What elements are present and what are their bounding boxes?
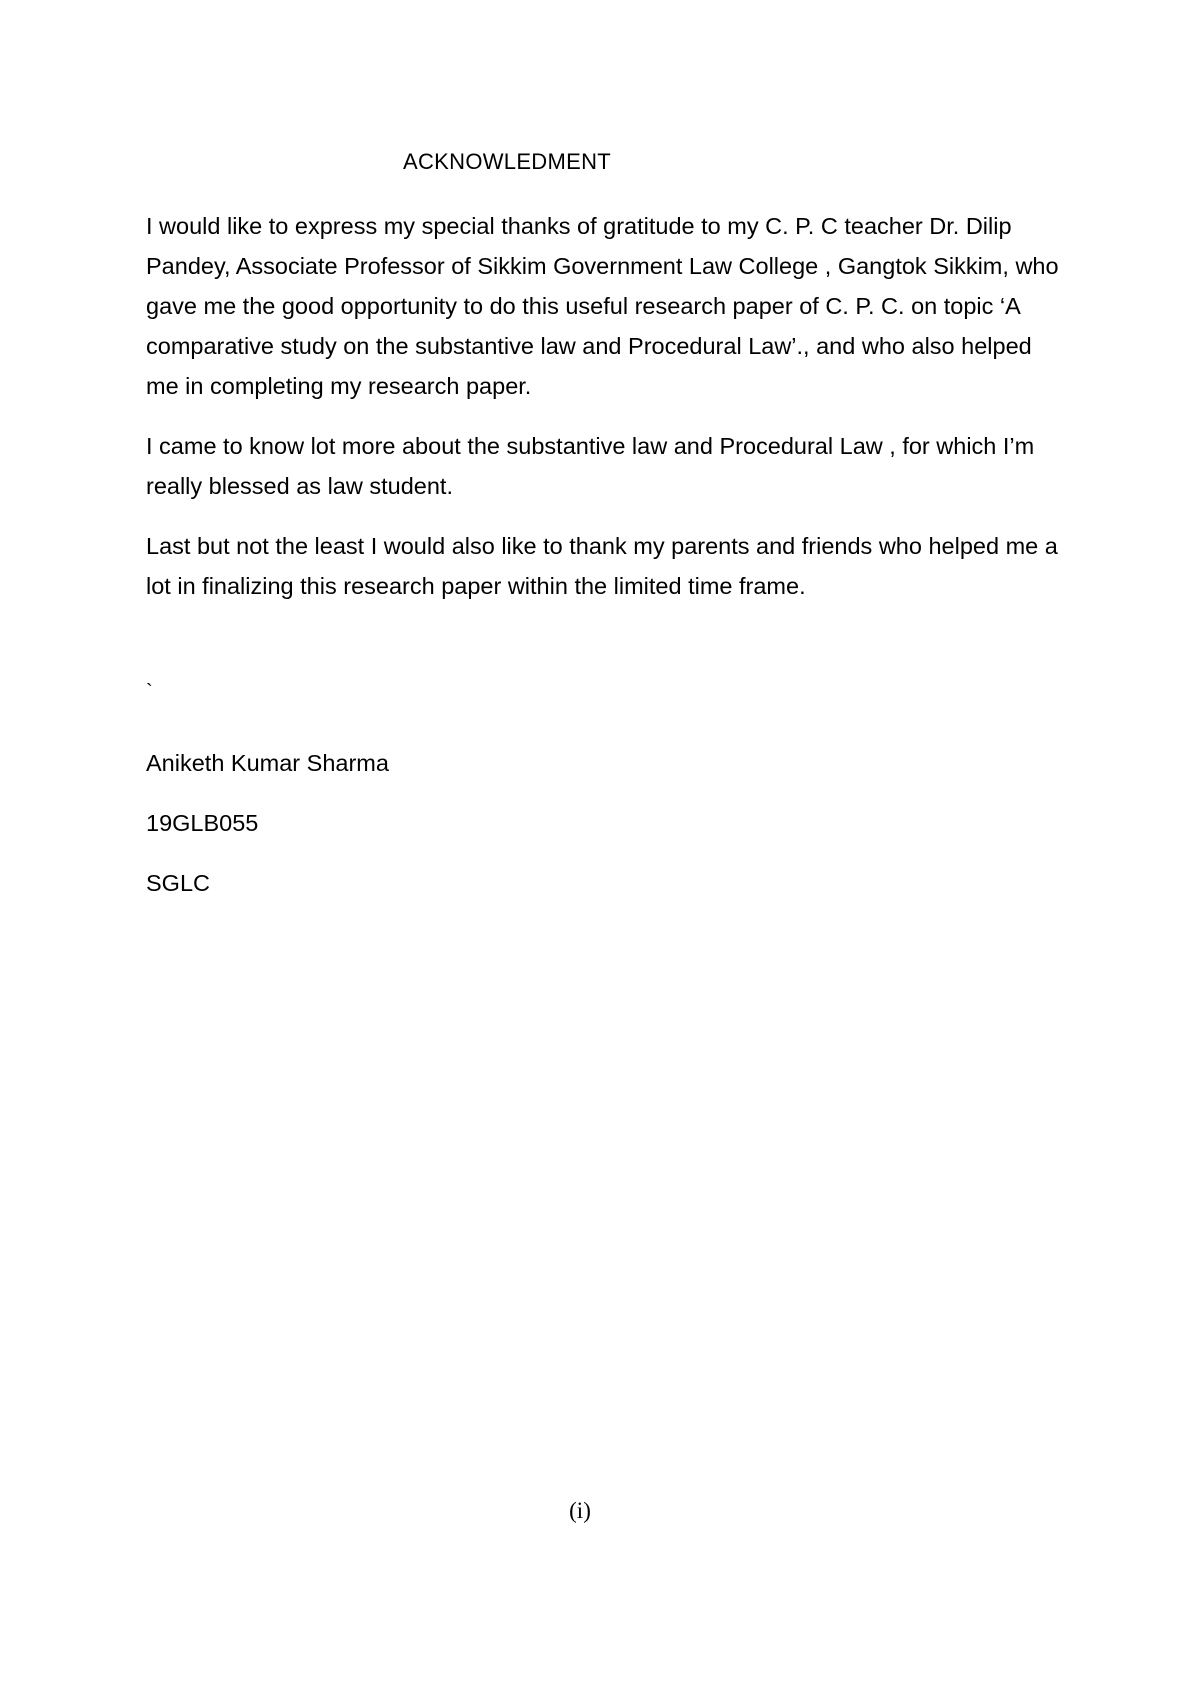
signature-name: Aniketh Kumar Sharma — [146, 750, 389, 776]
stray-mark: ` — [146, 681, 153, 703]
signature-roll-number: 19GLB055 — [146, 810, 259, 836]
acknowledgment-paragraph-3: Last but not the least I would also like to thank my parents and friends who helped me a lot in finalizing this research paper within the limited time frame. — [146, 533, 1058, 599]
acknowledgment-paragraph-2: I came to know lot more about the substantive law and Procedural Law , for which I’m really blessed as law student. — [146, 433, 1035, 499]
signature-institution: SGLC — [146, 870, 210, 896]
page-heading: ACKNOWLEDMENT — [403, 149, 612, 174]
acknowledgment-paragraph-1: I would like to express my special thanks of gratitude to my C. P. C teacher Dr. Dilip Pandey, Associate Professor of Sikkim Government Law College , Gangtok Sikkim, who gave me the good opportunity to do this useful research paper of C. P. C. on topic ‘A comparative study on the substantive law and Procedural Law’., and who also helped me in completing my research paper. — [146, 213, 1059, 399]
page-number: (i) — [569, 1498, 591, 1523]
